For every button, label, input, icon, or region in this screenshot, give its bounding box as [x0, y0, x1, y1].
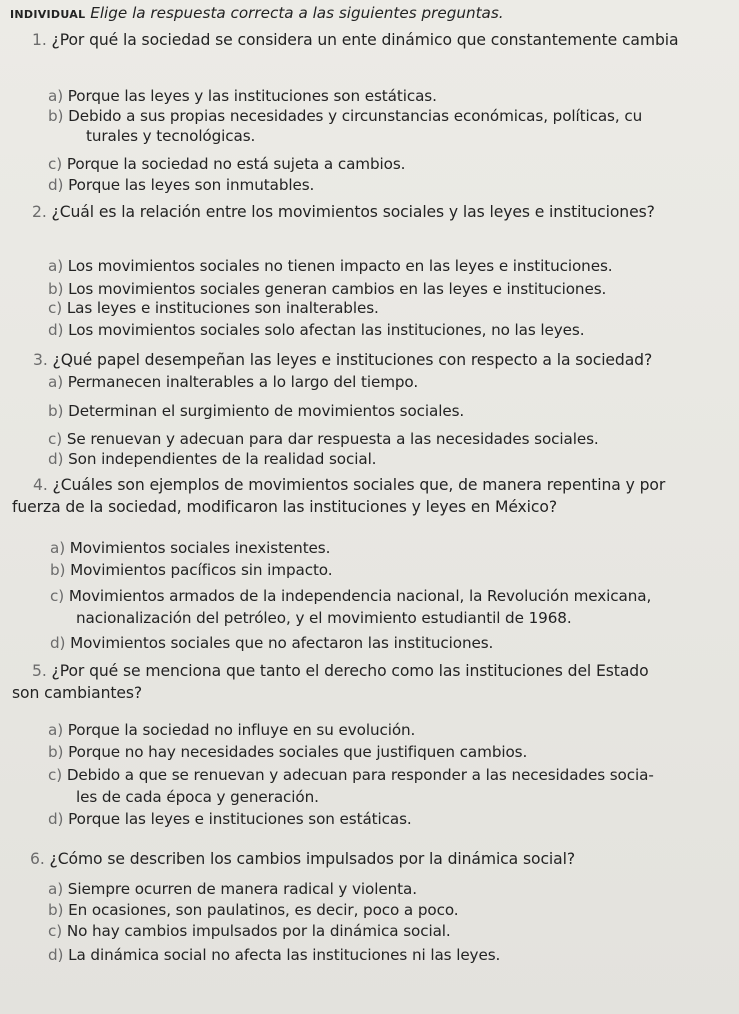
question-line	[30, 850, 575, 868]
option-letter: d)	[48, 321, 64, 339]
option-letter: c)	[48, 430, 63, 448]
option-letter: d)	[50, 634, 66, 652]
option-letter: c)	[48, 155, 63, 173]
question-text: ¿Por qué la sociedad se considera un ente dinámico que constantemente cambia	[51, 31, 679, 49]
answer-option[interactable]	[48, 257, 613, 275]
option-letter: c)	[48, 299, 63, 317]
answer-option[interactable]	[48, 280, 606, 298]
option-letter: a)	[48, 373, 64, 391]
answer-option[interactable]	[48, 87, 437, 105]
answer-option[interactable]	[50, 587, 651, 605]
question-number: 2.	[32, 203, 47, 221]
answer-option[interactable]	[48, 721, 415, 739]
instructions-line	[10, 4, 504, 22]
option-text: Porque la sociedad no influye en su evolución.	[67, 721, 416, 739]
question-text: ¿Cuáles son ejemplos de movimientos sociales que, de manera repentina y por	[52, 476, 666, 494]
answer-option[interactable]	[48, 901, 459, 919]
answer-option[interactable]	[48, 880, 417, 898]
answer-option[interactable]	[48, 743, 527, 761]
question-line	[32, 31, 678, 49]
option-text: La dinámica social no afecta las instituciones ni las leyes.	[68, 946, 501, 964]
option-letter: b)	[48, 107, 64, 125]
answer-option[interactable]	[48, 107, 642, 125]
section-tag: INDIVIDUAL	[10, 8, 86, 21]
option-text: Debido a que se renuevan y adecuan para responder a las necesidades socia-	[66, 766, 654, 784]
option-letter: a)	[48, 721, 64, 739]
question-line	[33, 351, 652, 369]
option-text: Movimientos armados de la independencia nacional, la Revolución mexicana,	[68, 587, 652, 605]
answer-option[interactable]	[48, 373, 418, 391]
question-line	[12, 684, 142, 702]
question-text: ¿Cómo se describen los cambios impulsados por la dinámica social?	[49, 850, 576, 868]
option-text: Porque las leyes e instituciones son estáticas.	[68, 810, 412, 828]
option-letter: b)	[50, 561, 66, 579]
option-text: En ocasiones, son paulatinos, es decir, poco a poco.	[68, 901, 459, 919]
answer-option[interactable]	[48, 299, 379, 317]
option-text: Porque no hay necesidades sociales que justifiquen cambios.	[68, 743, 528, 761]
question-number: 5.	[32, 662, 47, 680]
option-text: Movimientos sociales que no afectaron las instituciones.	[70, 634, 494, 652]
question-number: 6.	[30, 850, 45, 868]
option-text-continued: turales y tecnológicas.	[86, 127, 256, 145]
option-letter: b)	[48, 280, 64, 298]
question-number: 4.	[33, 476, 48, 494]
option-letter: c)	[48, 766, 63, 784]
question-line	[33, 476, 665, 494]
option-letter: d)	[48, 450, 64, 468]
option-text: Los movimientos sociales no tienen impacto en las leyes e instituciones.	[67, 257, 613, 275]
answer-option[interactable]	[48, 450, 376, 468]
instruction-text: Elige la respuesta correcta a las siguientes preguntas.	[90, 4, 504, 22]
option-letter: a)	[48, 257, 64, 275]
option-text: Determinan el surgimiento de movimientos sociales.	[68, 402, 465, 420]
option-text: Porque las leyes y las instituciones son estáticas.	[67, 87, 437, 105]
option-text: Los movimientos sociales generan cambios en las leyes e instituciones.	[68, 280, 607, 298]
option-text-continued: les de cada época y generación.	[76, 788, 319, 806]
option-text: Debido a sus propias necesidades y circunstancias económicas, políticas, cu	[68, 107, 643, 125]
option-letter: b)	[48, 402, 64, 420]
question-text: ¿Qué papel desempeñan las leyes e instituciones con respecto a la sociedad?	[52, 351, 653, 369]
option-letter: a)	[48, 87, 64, 105]
answer-option[interactable]	[48, 430, 599, 448]
question-number: 1.	[32, 31, 47, 49]
question-line	[32, 662, 649, 680]
answer-option[interactable]	[48, 922, 451, 940]
option-letter: d)	[48, 810, 64, 828]
answer-option[interactable]	[48, 321, 584, 339]
option-letter: a)	[50, 539, 66, 557]
option-letter: b)	[48, 901, 64, 919]
option-text: No hay cambios impulsados por la dinámica social.	[66, 922, 451, 940]
answer-option[interactable]	[48, 946, 500, 964]
answer-option[interactable]	[50, 539, 330, 557]
option-text-continued: nacionalización del petróleo, y el movimiento estudiantil de 1968.	[76, 609, 572, 627]
answer-option[interactable]	[48, 155, 405, 173]
question-line	[12, 498, 557, 516]
option-letter: b)	[48, 743, 64, 761]
option-letter: d)	[48, 946, 64, 964]
option-letter: d)	[48, 176, 64, 194]
question-text: fuerza de la sociedad, modificaron las instituciones y leyes en México?	[12, 498, 557, 516]
option-text: Las leyes e instituciones son inalterables.	[66, 299, 379, 317]
option-text: Porque la sociedad no está sujeta a cambios.	[66, 155, 406, 173]
answer-option[interactable]	[48, 810, 412, 828]
option-text: Siempre ocurren de manera radical y violenta.	[67, 880, 417, 898]
question-text: son cambiantes?	[12, 684, 143, 702]
answer-option[interactable]	[50, 634, 493, 652]
answer-option[interactable]	[50, 561, 332, 579]
option-letter: c)	[48, 922, 63, 940]
question-number: 3.	[33, 351, 48, 369]
option-text: Movimientos sociales inexistentes.	[69, 539, 331, 557]
option-text: Se renuevan y adecuan para dar respuesta a las necesidades sociales.	[66, 430, 599, 448]
answer-option[interactable]	[48, 176, 314, 194]
option-text: Movimientos pacíficos sin impacto.	[70, 561, 333, 579]
question-text: ¿Cuál es la relación entre los movimientos sociales y las leyes e instituciones?	[51, 203, 655, 221]
option-letter: a)	[48, 880, 64, 898]
option-text: Permanecen inalterables a lo largo del tiempo.	[67, 373, 419, 391]
option-text: Son independientes de la realidad social.	[68, 450, 377, 468]
option-letter: c)	[50, 587, 65, 605]
question-line	[32, 203, 655, 221]
question-text: ¿Por qué se menciona que tanto el derecho como las instituciones del Estado	[51, 662, 649, 680]
answer-option[interactable]	[48, 402, 464, 420]
answer-option[interactable]	[48, 766, 654, 784]
option-text: Los movimientos sociales solo afectan las instituciones, no las leyes.	[68, 321, 585, 339]
option-text: Porque las leyes son inmutables.	[68, 176, 315, 194]
